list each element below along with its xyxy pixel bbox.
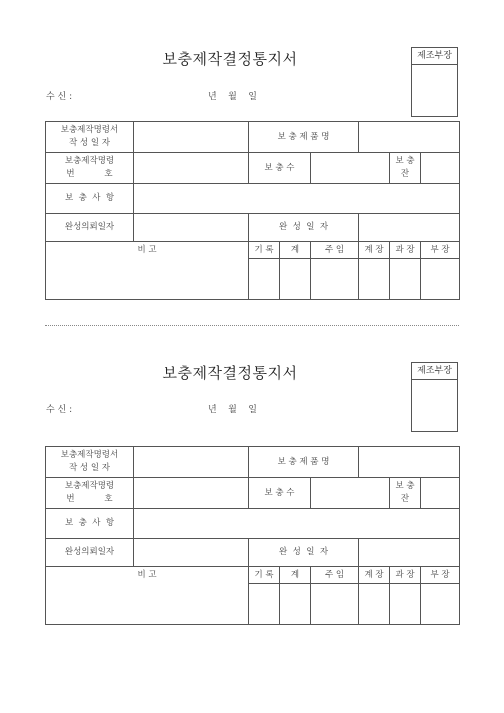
quantity-field[interactable] (311, 153, 390, 184)
sign-box-chief[interactable] (311, 584, 359, 625)
sign-label-director: 부 장 (421, 242, 460, 259)
sign-label-clerk: 계 (280, 242, 311, 259)
sign-label-chief: 주 임 (311, 567, 359, 584)
approval-signature-area[interactable] (412, 380, 457, 432)
sign-box-record[interactable] (249, 259, 280, 300)
due-date-field[interactable] (134, 214, 249, 242)
recipient-label: 수 신 : (46, 405, 73, 415)
remarks-area[interactable] (46, 242, 249, 300)
sign-box-clerk[interactable] (280, 259, 311, 300)
order-date-field[interactable] (134, 447, 249, 478)
due-date-label: 완성의뢰일자 (46, 214, 134, 242)
notice-form-2 (0, 325, 504, 645)
sign-label-manager: 과 장 (390, 567, 421, 584)
approval-box (411, 362, 458, 432)
completion-date-field[interactable] (359, 214, 460, 242)
remaining-field[interactable] (421, 153, 460, 184)
product-name-label: 보 충 제 품 명 (249, 447, 359, 478)
approval-label: 제조부장 (412, 48, 457, 65)
details-field[interactable] (134, 509, 460, 539)
sign-label-section-chief: 계 장 (359, 567, 390, 584)
order-number-label: 보충제작명령 번 호 (46, 478, 134, 509)
sign-box-section-chief[interactable] (359, 584, 390, 625)
product-name-label: 보 충 제 품 명 (249, 122, 359, 153)
remaining-label: 보 충 잔 (390, 478, 421, 509)
sign-label-record: 기 록 (249, 567, 280, 584)
sign-box-chief[interactable] (311, 259, 359, 300)
completion-date-field[interactable] (359, 539, 460, 567)
form-title: 보충제작결정통지서 (162, 50, 298, 68)
quantity-label: 보 충 수 (249, 153, 311, 184)
details-label: 보 충 사 항 (46, 184, 134, 214)
remaining-label: 보 충 잔 (390, 153, 421, 184)
order-number-field[interactable] (134, 153, 249, 184)
sign-box-record[interactable] (249, 584, 280, 625)
details-label: 보 충 사 항 (46, 509, 134, 539)
order-date-label: 보충제작명령서 작 성 일 자 (46, 122, 134, 153)
remarks-area[interactable] (46, 567, 249, 625)
sign-label-manager: 과 장 (390, 242, 421, 259)
sign-box-manager[interactable] (390, 259, 421, 300)
sign-box-manager[interactable] (390, 584, 421, 625)
details-field[interactable] (134, 184, 460, 214)
completion-date-label: 완 성 일 자 (249, 539, 359, 567)
sign-label-record: 기 록 (249, 242, 280, 259)
sign-box-section-chief[interactable] (359, 259, 390, 300)
form-title: 보충제작결정통지서 (162, 364, 298, 382)
notice-table (45, 446, 460, 625)
sign-label-director: 부 장 (421, 567, 460, 584)
remaining-field[interactable] (421, 478, 460, 509)
sign-box-director[interactable] (421, 584, 460, 625)
product-name-field[interactable] (359, 447, 460, 478)
notice-table (45, 121, 460, 300)
remarks-label: 비 고 (137, 245, 157, 255)
sign-label-section-chief: 계 장 (359, 242, 390, 259)
order-number-field[interactable] (134, 478, 249, 509)
date-label: 년 월 일 (208, 92, 257, 102)
sign-box-director[interactable] (421, 259, 460, 300)
product-name-field[interactable] (359, 122, 460, 153)
quantity-label: 보 충 수 (249, 478, 311, 509)
approval-signature-area[interactable] (412, 65, 457, 117)
notice-form-1 (0, 0, 504, 320)
date-label: 년 월 일 (208, 405, 257, 415)
sign-box-clerk[interactable] (280, 584, 311, 625)
sign-label-chief: 주 임 (311, 242, 359, 259)
remarks-label: 비 고 (137, 570, 157, 580)
order-date-label: 보충제작명령서 작 성 일 자 (46, 447, 134, 478)
quantity-field[interactable] (311, 478, 390, 509)
completion-date-label: 완 성 일 자 (249, 214, 359, 242)
order-date-field[interactable] (134, 122, 249, 153)
due-date-label: 완성의뢰일자 (46, 539, 134, 567)
sign-label-clerk: 계 (280, 567, 311, 584)
approval-label: 제조부장 (412, 363, 457, 380)
recipient-label: 수 신 : (46, 92, 73, 102)
due-date-field[interactable] (134, 539, 249, 567)
approval-box (411, 47, 458, 117)
order-number-label: 보충제작명령 번 호 (46, 153, 134, 184)
